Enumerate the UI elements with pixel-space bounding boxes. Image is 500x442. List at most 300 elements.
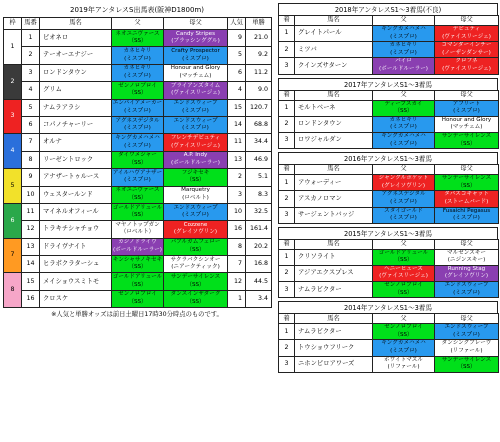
dam-line: Cozzene: [183, 221, 208, 228]
history-col-header: 父: [373, 239, 435, 249]
waku-cell: 6: [4, 203, 22, 238]
history-col-header: 母父: [435, 314, 499, 324]
odds: 3.4: [246, 290, 272, 307]
horse-number: 12: [22, 221, 40, 238]
history-header: [279, 90, 499, 100]
dam-cell: [164, 47, 228, 64]
history-row: [279, 58, 499, 74]
history-col-header: 着: [279, 239, 295, 249]
dam-cell: [435, 207, 499, 223]
sire-line: (ミスプロ): [124, 72, 151, 79]
sire-line: (ミスプロ): [390, 33, 417, 40]
dam-line: (マッチェム): [450, 124, 483, 131]
sire-line: (リファール): [387, 364, 420, 371]
sire-line: （SS）: [394, 331, 413, 338]
horse-name: クインズサターン: [295, 58, 373, 74]
sire-line: ゴールドアリュール: [112, 204, 163, 211]
waku-cell: 3: [4, 99, 22, 134]
horse-name: ナムラアラシ: [40, 99, 112, 116]
horse-name: アナザートゥルース: [40, 169, 112, 186]
popularity: 1: [228, 290, 246, 307]
dam-cell: [435, 340, 499, 356]
dam-cell: [164, 256, 228, 273]
finish-rank: 2: [279, 191, 295, 207]
dam-line: Honour and Glory: [441, 116, 492, 123]
odds: 68.8: [246, 116, 272, 133]
history-col-header: 父: [373, 90, 435, 100]
history-col-header: 母父: [435, 165, 499, 175]
sire-cell: [112, 151, 164, 168]
sire-line: ホワイトマズル: [384, 356, 423, 363]
sire-line: キンシャサノキセキ: [112, 256, 163, 263]
history-row: [279, 100, 499, 116]
history-col-header: 父: [373, 165, 435, 175]
finish-rank: 2: [279, 42, 295, 58]
popularity: 4: [228, 82, 246, 99]
sire-line: （SS）: [128, 90, 147, 97]
dam-line: Honour and Glory: [170, 65, 221, 72]
history-header: [279, 16, 499, 26]
odds: 32.5: [246, 203, 272, 220]
sire-cell: [112, 82, 164, 99]
odds: 34.4: [246, 134, 272, 151]
dam-line: (ニアークティック): [171, 264, 220, 271]
history-col-header: 父: [373, 314, 435, 324]
dam-cell: [164, 116, 228, 133]
table-row: [4, 203, 272, 220]
horse-name: モルトベーネ: [295, 100, 373, 116]
waku-cell: 5: [4, 169, 22, 204]
sire-cell: [373, 324, 435, 340]
history-table: [278, 15, 499, 75]
dam-line: （SS）: [457, 182, 476, 189]
sire-cell: [373, 26, 435, 42]
popularity: 13: [228, 151, 246, 168]
dam-line: エンドスウィープ: [173, 117, 218, 124]
horse-name: トラキチシャチョウ: [40, 221, 112, 238]
table-row: [4, 273, 272, 290]
history-col-header: 父: [373, 16, 435, 26]
sire-line: ゼンノロブロイ: [118, 82, 157, 89]
horse-name: ヒラボクラターシュ: [40, 256, 112, 273]
sire-cell: [373, 116, 435, 132]
odds: 46.9: [246, 151, 272, 168]
sire-line: カネヒキリ: [389, 42, 418, 49]
dam-cell: [435, 282, 499, 298]
history-row: [279, 356, 499, 372]
history-row: [279, 340, 499, 356]
dam-cell: [164, 221, 228, 238]
history-table: [278, 239, 499, 299]
dam-line: (ミスプロ): [453, 108, 480, 115]
dam-line: エンドスウィープ: [173, 100, 218, 107]
horse-number: 4: [22, 82, 40, 99]
dam-line: A.P. Indy: [183, 152, 208, 159]
dam-line: (ミスプロ): [453, 215, 480, 222]
dam-line: アフリート: [452, 100, 481, 107]
odds: 120.7: [246, 99, 272, 116]
year-title: 2017年アンタレスS1～3着馬: [278, 78, 498, 90]
sire-line: （SS）: [394, 257, 413, 264]
odds: 9.0: [246, 82, 272, 99]
finish-rank: 3: [279, 58, 295, 74]
sire-cell: [373, 100, 435, 116]
horse-name: クロスケ: [40, 290, 112, 307]
dam-line: (リファール): [450, 348, 483, 355]
finish-rank: 1: [279, 324, 295, 340]
col-header-damsire: 母父: [164, 18, 228, 30]
history-col-header: 馬名: [295, 239, 373, 249]
finish-rank: 3: [279, 132, 295, 148]
dam-line: エンドスウィープ: [444, 324, 489, 331]
sire-line: ネオユニヴァース: [115, 30, 160, 37]
dam-line: (ロベルト): [182, 194, 209, 201]
dam-cell: [435, 58, 499, 74]
table-row: [4, 64, 272, 81]
finish-rank: 2: [279, 340, 295, 356]
horse-number: 11: [22, 203, 40, 220]
history-header: [279, 165, 499, 175]
dam-line: (ヴァイスリージェ): [442, 33, 491, 40]
horse-name: ピオネロ: [40, 30, 112, 47]
dam-line: フレンチデピュティ: [170, 134, 221, 141]
sire-line: ゴールドアリュール: [112, 274, 163, 281]
dam-cell: [435, 265, 499, 281]
sire-line: (ボールドルーラー): [378, 65, 428, 72]
sire-cell: [112, 256, 164, 273]
dam-line: (ブラッシンググル): [171, 38, 220, 45]
horse-name: ミツバ: [295, 42, 373, 58]
sire-line: カネヒキリ: [123, 65, 152, 72]
sire-line: (グレイソヴリン): [381, 182, 426, 189]
sire-line: ダイワメジャー: [118, 152, 157, 159]
year-title: 2018年アンタレスS1～3着馬(不良): [278, 3, 498, 15]
sire-line: ゼンノロブロイ: [384, 324, 423, 331]
sire-cell: [373, 207, 435, 223]
sire-cell: [112, 30, 164, 47]
history-row: [279, 191, 499, 207]
finish-rank: 3: [279, 282, 295, 298]
dam-line: Candy Stripes: [175, 30, 216, 37]
col-header-popularity: 人気: [228, 18, 246, 30]
sire-cell: [373, 175, 435, 191]
horse-number: 8: [22, 151, 40, 168]
sire-line: (ミスプロ): [124, 142, 151, 149]
popularity: 14: [228, 116, 246, 133]
horse-number: 3: [22, 64, 40, 81]
dam-line: ダンスインザダーク: [170, 291, 221, 298]
popularity: 10: [228, 203, 246, 220]
history-header-row: [279, 16, 499, 26]
sire-line: （SS）: [394, 108, 413, 115]
finish-rank: 1: [279, 175, 295, 191]
dam-cell: [164, 82, 228, 99]
col-header-odds: 単勝: [246, 18, 272, 30]
sire-cell: [112, 186, 164, 203]
popularity: 16: [228, 221, 246, 238]
horse-name: メイショウスミトモ: [40, 273, 112, 290]
history-row: [279, 116, 499, 132]
sire-line: (ミスプロ): [390, 348, 417, 355]
dam-cell: [164, 30, 228, 47]
history-body: [279, 324, 499, 373]
popularity: 8: [228, 238, 246, 255]
year-block: [278, 3, 498, 75]
dam-cell: [164, 186, 228, 203]
dam-line: Fusaichi Pegasus: [442, 207, 491, 214]
history-col-header: 馬名: [295, 314, 373, 324]
dam-line: サンデーサイレンス: [441, 132, 492, 139]
horse-number: 7: [22, 134, 40, 151]
finish-rank: 1: [279, 100, 295, 116]
dam-line: クロフネ: [455, 58, 478, 65]
sire-line: ゴールドアリュール: [378, 249, 429, 256]
dam-line: エンドスウィープ: [173, 204, 218, 211]
history-row: [279, 265, 499, 281]
horse-name: サージェントバッジ: [295, 207, 373, 223]
sire-cell: [112, 64, 164, 81]
sire-line: （SS）: [128, 299, 147, 306]
dam-cell: [435, 26, 499, 42]
sire-line: ネオユニヴァース: [115, 187, 160, 194]
history-row: [279, 26, 499, 42]
table-row: [4, 238, 272, 255]
dam-cell: [435, 42, 499, 58]
horse-number: 2: [22, 47, 40, 64]
horse-name: ドライヴナイト: [40, 238, 112, 255]
dam-line: （SS）: [186, 246, 205, 253]
dam-cell: [435, 175, 499, 191]
history-table: [278, 164, 499, 224]
sire-line: キングカメハメハ: [381, 340, 426, 347]
dam-line: サンデーサイレンス: [170, 274, 221, 281]
odds: 5.1: [246, 169, 272, 186]
table-row: [4, 116, 272, 133]
dam-line: (グレイソヴリン): [444, 273, 489, 280]
year-title: 2015年アンタレスS1～3着馬: [278, 227, 498, 239]
sire-line: (ミスプロ): [124, 107, 151, 114]
horse-name: アジアエクスプレス: [295, 265, 373, 281]
history-body: [279, 175, 499, 224]
horse-number: 16: [22, 290, 40, 307]
history-header-row: [279, 90, 499, 100]
sire-cell: [373, 265, 435, 281]
sire-line: アグネスデジタル: [115, 117, 160, 124]
sire-line: カネヒキリ: [123, 47, 152, 54]
entry-table: [3, 17, 272, 308]
horse-name: リーゼントロック: [40, 151, 112, 168]
dam-line: (ヴァイスリージェ): [442, 65, 491, 72]
dam-line: フジキセキ: [181, 169, 210, 176]
history-col-header: 着: [279, 16, 295, 26]
dam-line: サンデーサイレンス: [441, 175, 492, 182]
dam-line: (ミスプロ): [453, 289, 480, 296]
history-col-header: 馬名: [295, 16, 373, 26]
past-results: [278, 3, 498, 376]
sire-line: （SS）: [128, 212, 147, 219]
dam-cell: [164, 203, 228, 220]
sire-cell: [112, 221, 164, 238]
dam-cell: [435, 191, 499, 207]
history-body: [279, 249, 499, 298]
dam-line: Marquetry: [181, 187, 210, 194]
history-header: [279, 239, 499, 249]
sire-line: (ミスプロ): [390, 140, 417, 147]
sire-line: (ボールドルーラー): [112, 246, 162, 253]
year-block: [278, 152, 498, 224]
dam-cell: [435, 132, 499, 148]
dam-line: マルゼンスキー: [447, 249, 486, 256]
dam-line: (ミスプロ): [182, 125, 209, 132]
waku-cell: 7: [4, 238, 22, 273]
history-table: [278, 90, 499, 150]
history-table: [278, 313, 499, 373]
table-row: [4, 169, 272, 186]
waku-cell: 8: [4, 273, 22, 308]
table-row: [4, 134, 272, 151]
sire-line: キングカメハメハ: [381, 26, 426, 32]
horse-number: 5: [22, 99, 40, 116]
sire-cell: [112, 238, 164, 255]
sire-cell: [112, 134, 164, 151]
history-header: [279, 314, 499, 324]
dam-line: タバスコキャット: [444, 191, 489, 198]
dam-cell: [164, 134, 228, 151]
sire-line: （ロベルト）: [120, 229, 155, 236]
sire-line: スタイゴールド: [384, 207, 423, 214]
horse-number: 6: [22, 116, 40, 133]
horse-number: 10: [22, 186, 40, 203]
odds: 11.2: [246, 64, 272, 81]
sire-cell: [373, 340, 435, 356]
history-header-row: [279, 239, 499, 249]
sire-line: ゼンノロブロイ: [384, 282, 423, 289]
history-header-row: [279, 314, 499, 324]
sire-cell: [112, 273, 164, 290]
sire-line: キングカメハメハ: [381, 132, 426, 139]
sire-line: エンパイアメーカー: [112, 100, 163, 107]
dam-line: （SS）: [457, 140, 476, 147]
sire-line: ディープスカイ: [384, 100, 423, 107]
horse-number: 13: [22, 238, 40, 255]
odds: 20.2: [246, 238, 272, 255]
table-row: [4, 30, 272, 47]
horse-number: 9: [22, 169, 40, 186]
year-block: [278, 301, 498, 373]
waku-cell: 4: [4, 134, 22, 169]
finish-rank: 1: [279, 249, 295, 265]
table-row: [4, 47, 272, 64]
sire-line: マヤノトップガン: [115, 221, 160, 228]
col-header-number: 馬番: [22, 18, 40, 30]
horse-name: ナムラビクター: [295, 282, 373, 298]
history-row: [279, 175, 499, 191]
sire-line: (ヴァイスリージェ): [379, 273, 428, 280]
sire-cell: [373, 191, 435, 207]
dam-line: ブライアンズタイム: [170, 82, 221, 89]
sire-line: カジノドライヴ: [118, 239, 157, 246]
sire-line: ジャングルポケット: [378, 175, 429, 182]
year-title: 2016年アンタレスS1～3着馬: [278, 152, 498, 164]
horse-name: テーオーエナジー: [40, 47, 112, 64]
history-col-header: 着: [279, 90, 295, 100]
history-col-header: 馬名: [295, 90, 373, 100]
odds: 21.0: [246, 30, 272, 47]
dam-line: （SS）: [457, 364, 476, 371]
dam-line: (ヴァイスリージェ): [171, 90, 220, 97]
sire-cell: [373, 356, 435, 372]
horse-number: 15: [22, 273, 40, 290]
sire-line: (ミスプロ): [390, 124, 417, 131]
year-block: [278, 227, 498, 299]
dam-line: (ミスプロ): [182, 212, 209, 219]
history-row: [279, 249, 499, 265]
dam-cell: [435, 100, 499, 116]
history-row: [279, 282, 499, 298]
finish-rank: 2: [279, 265, 295, 281]
horse-number: 1: [22, 30, 40, 47]
horse-number: 14: [22, 256, 40, 273]
sire-line: （SS）: [128, 159, 147, 166]
dam-line: (ニジンスキー): [447, 257, 486, 264]
sire-cell: [112, 99, 164, 116]
dam-line: デピュティ: [452, 26, 481, 32]
dam-line: (ストームバード): [444, 198, 489, 205]
dam-cell: [164, 169, 228, 186]
odds: 161.4: [246, 221, 272, 238]
horse-name: アスカノロマン: [295, 191, 373, 207]
sire-cell: [112, 203, 164, 220]
history-row: [279, 42, 499, 58]
sire-line: アグネスデジタル: [381, 191, 426, 198]
horse-name: アウォーディー: [295, 175, 373, 191]
sire-line: (ミスプロ): [390, 215, 417, 222]
sire-line: カネヒキリ: [389, 116, 418, 123]
dam-line: コマンダーインチー: [441, 42, 492, 49]
sire-line: パイロ: [395, 58, 412, 65]
sire-line: (ミスプロ): [390, 49, 417, 56]
waku-cell: 1: [4, 30, 22, 65]
popularity: 11: [228, 134, 246, 151]
history-row: [279, 132, 499, 148]
sire-cell: [373, 249, 435, 265]
dam-cell: [435, 249, 499, 265]
year-title: 2014年アンタレスS1～3着馬: [278, 301, 498, 313]
dam-cell: [164, 151, 228, 168]
horse-name: クリソライト: [295, 249, 373, 265]
history-body: [279, 100, 499, 149]
horse-name: グリム: [40, 82, 112, 99]
horse-name: ニホンピロアワーズ: [295, 356, 373, 372]
dam-cell: [164, 290, 228, 307]
dam-line: (マッチェム): [179, 72, 212, 79]
horse-name: ロンドンタウン: [295, 116, 373, 132]
history-row: [279, 207, 499, 223]
horse-name: ロンドンタウン: [40, 64, 112, 81]
popularity: 9: [228, 30, 246, 47]
sire-line: (ミスプロ): [124, 177, 151, 184]
popularity: 2: [228, 169, 246, 186]
dam-line: Running Stag: [447, 265, 486, 272]
horse-name: トウショウフリーク: [295, 340, 373, 356]
main-title: 2019年アンタレスS出馬表(阪神D1800m): [70, 6, 204, 14]
table-row: [4, 290, 272, 307]
sire-line: （SS）: [128, 38, 147, 45]
year-block: [278, 78, 498, 150]
history-col-header: 着: [279, 165, 295, 175]
sire-line: (ミスプロ): [390, 198, 417, 205]
dam-line: （SS）: [186, 177, 205, 184]
